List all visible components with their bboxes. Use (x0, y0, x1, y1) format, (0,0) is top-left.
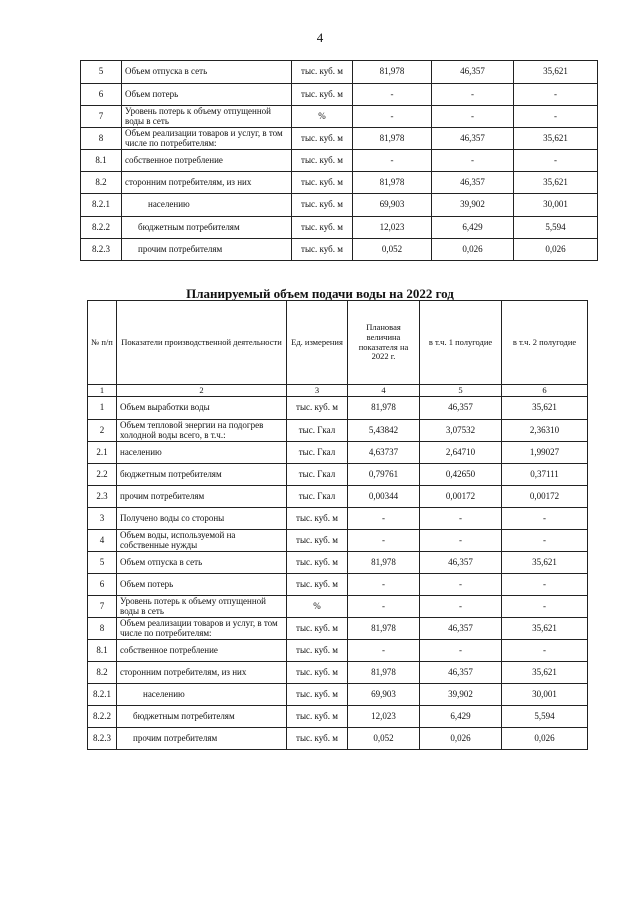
row-plan-total: - (348, 640, 420, 662)
row-half-2: 35,621 (514, 128, 598, 150)
row-half-2: - (514, 106, 598, 128)
row-number: 8.2.1 (88, 684, 117, 706)
row-half-1: 6,429 (420, 706, 502, 728)
row-number: 4 (88, 530, 117, 552)
row-plan-total: 0,052 (353, 239, 432, 261)
table-row (88, 420, 588, 442)
row-half-1: 0,42650 (420, 464, 502, 486)
row-plan-total: - (353, 150, 432, 172)
column-number-row (88, 385, 588, 397)
row-plan-total: 81,978 (348, 397, 420, 420)
row-unit: тыс. куб. м (287, 552, 348, 574)
table-row (81, 84, 598, 106)
row-half-2: 1,99027 (502, 442, 588, 464)
row-half-1: 2,64710 (420, 442, 502, 464)
row-number: 8 (81, 128, 122, 150)
row-half-1: - (420, 640, 502, 662)
row-indicator: Объем реализации товаров и услуг, в том числе по потребителям: (117, 618, 287, 640)
table-row (81, 61, 598, 84)
row-plan-total: 81,978 (353, 61, 432, 84)
row-indicator: Объем отпуска в сеть (122, 61, 292, 84)
row-unit: тыс. Гкал (287, 442, 348, 464)
row-half-1: 3,07532 (420, 420, 502, 442)
row-plan-total: 0,052 (348, 728, 420, 750)
row-indicator: прочим потребителям (122, 239, 292, 261)
row-half-1: - (432, 84, 514, 106)
row-half-2: 35,621 (514, 172, 598, 194)
table-row (81, 128, 598, 150)
table-title: Планируемый объем подачи воды на 2022 год (186, 286, 454, 301)
row-unit: тыс. куб. м (292, 61, 353, 84)
row-half-1: 46,357 (432, 128, 514, 150)
row-plan-total: 12,023 (348, 706, 420, 728)
row-half-2: 30,001 (514, 194, 598, 217)
table-row (81, 172, 598, 194)
row-half-2: 35,621 (502, 662, 588, 684)
row-plan-total: - (348, 530, 420, 552)
row-unit: тыс. куб. м (292, 84, 353, 106)
row-indicator: Объем тепловой энергии на подогрев холодной воды всего, в т.ч.: (117, 420, 287, 442)
row-half-1: - (420, 530, 502, 552)
table-row (88, 530, 588, 552)
column-number: 6 (502, 385, 588, 397)
row-unit: тыс. куб. м (292, 150, 353, 172)
table-row (81, 239, 598, 261)
row-half-2: 0,37111 (502, 464, 588, 486)
row-indicator: собственное потребление (122, 150, 292, 172)
row-indicator: Объем отпуска в сеть (117, 552, 287, 574)
row-half-2: 35,621 (514, 61, 598, 84)
row-unit: тыс. куб. м (287, 684, 348, 706)
row-half-2: - (502, 508, 588, 530)
row-plan-total: 81,978 (348, 618, 420, 640)
row-number: 6 (81, 84, 122, 106)
row-half-1: 6,429 (432, 217, 514, 239)
row-indicator: населению (117, 442, 287, 464)
table-row (88, 706, 588, 728)
row-indicator: прочим потребителям (117, 486, 287, 508)
row-plan-total: 69,903 (348, 684, 420, 706)
row-plan-total: 81,978 (348, 552, 420, 574)
row-plan-total: 81,978 (348, 662, 420, 684)
row-half-2: - (502, 574, 588, 596)
page-number: 4 (316, 30, 324, 45)
row-unit: тыс. Гкал (287, 464, 348, 486)
row-indicator: Уровень потерь к объему отпущенной воды в сеть (122, 106, 292, 128)
row-indicator: Получено воды со стороны (117, 508, 287, 530)
table-row (81, 106, 598, 128)
row-half-1: 0,00172 (420, 486, 502, 508)
column-number: 5 (420, 385, 502, 397)
column-number: 1 (88, 385, 117, 397)
row-plan-total: - (348, 574, 420, 596)
table-row (81, 150, 598, 172)
table-row (88, 552, 588, 574)
row-indicator: бюджетным потребителям (117, 464, 287, 486)
row-unit: тыс. куб. м (292, 128, 353, 150)
row-half-1: 0,026 (432, 239, 514, 261)
table-row (88, 618, 588, 640)
table-row (88, 508, 588, 530)
row-unit: тыс. куб. м (287, 530, 348, 552)
row-number: 8 (88, 618, 117, 640)
row-number: 6 (88, 574, 117, 596)
row-number: 7 (81, 106, 122, 128)
row-half-1: - (432, 150, 514, 172)
row-number: 7 (88, 596, 117, 618)
table-row (88, 596, 588, 618)
row-half-1: 46,357 (420, 552, 502, 574)
row-number: 8.2.3 (81, 239, 122, 261)
row-half-2: - (502, 640, 588, 662)
table-row (88, 486, 588, 508)
row-plan-total: - (348, 508, 420, 530)
row-half-1: - (420, 574, 502, 596)
row-half-2: - (514, 84, 598, 106)
row-half-1: - (420, 596, 502, 618)
row-indicator: Объем потерь (117, 574, 287, 596)
table-row (81, 194, 598, 217)
row-indicator: Объем воды, используемой на собственные нужды (117, 530, 287, 552)
row-half-1: 39,902 (432, 194, 514, 217)
row-number: 8.2 (81, 172, 122, 194)
row-number: 5 (81, 61, 122, 84)
row-unit: % (292, 106, 353, 128)
row-indicator: бюджетным потребителям (122, 217, 292, 239)
row-plan-total: 81,978 (353, 128, 432, 150)
row-half-2: 35,621 (502, 552, 588, 574)
row-number: 2.3 (88, 486, 117, 508)
header-row (88, 301, 588, 385)
row-half-1: 0,026 (420, 728, 502, 750)
row-unit: тыс. куб. м (292, 172, 353, 194)
row-number: 8.2.1 (81, 194, 122, 217)
row-half-1: 46,357 (420, 662, 502, 684)
row-unit: тыс. куб. м (287, 640, 348, 662)
row-plan-total: 0,00344 (348, 486, 420, 508)
row-unit: % (287, 596, 348, 618)
row-indicator: бюджетным потребителям (117, 706, 287, 728)
row-unit: тыс. куб. м (287, 508, 348, 530)
header-number: № п/п (88, 301, 117, 385)
table-row (88, 640, 588, 662)
header-indicator: Показатели производственной деятельности (117, 301, 287, 385)
row-unit: тыс. куб. м (292, 217, 353, 239)
row-half-1: 46,357 (420, 618, 502, 640)
row-unit: тыс. куб. м (292, 239, 353, 261)
row-number: 3 (88, 508, 117, 530)
row-number: 8.2.3 (88, 728, 117, 750)
table-row (88, 442, 588, 464)
row-half-2: - (514, 150, 598, 172)
row-number: 8.1 (88, 640, 117, 662)
row-unit: тыс. Гкал (287, 486, 348, 508)
row-number: 2.2 (88, 464, 117, 486)
header-plan-total: Плановая величина показателя на 2022 г. (348, 301, 420, 385)
row-plan-total: 5,43842 (348, 420, 420, 442)
row-half-2: 35,621 (502, 397, 588, 420)
row-indicator: населению (117, 684, 287, 706)
row-indicator: сторонним потребителям, из них (122, 172, 292, 194)
row-half-2: 5,594 (502, 706, 588, 728)
row-plan-total: 0,79761 (348, 464, 420, 486)
row-unit: тыс. куб. м (292, 194, 353, 217)
row-half-2: 5,594 (514, 217, 598, 239)
row-half-2: 0,026 (502, 728, 588, 750)
row-indicator: сторонним потребителям, из них (117, 662, 287, 684)
table-row (88, 397, 588, 420)
row-number: 8.2 (88, 662, 117, 684)
row-unit: тыс. куб. м (287, 662, 348, 684)
row-unit: тыс. куб. м (287, 618, 348, 640)
row-half-1: - (420, 508, 502, 530)
row-number: 2 (88, 420, 117, 442)
row-indicator: собственное потребление (117, 640, 287, 662)
row-number: 8.2.2 (88, 706, 117, 728)
table-row (88, 574, 588, 596)
top-table-body (81, 61, 598, 261)
row-unit: тыс. куб. м (287, 706, 348, 728)
row-indicator: Объем реализации товаров и услуг, в том числе по потребителям: (122, 128, 292, 150)
row-half-2: 0,00172 (502, 486, 588, 508)
row-half-2: 35,621 (502, 618, 588, 640)
row-half-1: 39,902 (420, 684, 502, 706)
row-number: 8.1 (81, 150, 122, 172)
row-unit: тыс. куб. м (287, 397, 348, 420)
row-indicator: Объем потерь (122, 84, 292, 106)
row-plan-total: 81,978 (353, 172, 432, 194)
row-indicator: Уровень потерь к объему отпущенной воды в сеть (117, 596, 287, 618)
row-plan-total: - (353, 84, 432, 106)
row-half-1: - (432, 106, 514, 128)
row-indicator: прочим потребителям (117, 728, 287, 750)
row-half-2: 0,026 (514, 239, 598, 261)
row-half-2: 30,001 (502, 684, 588, 706)
column-number: 2 (117, 385, 287, 397)
row-half-2: 2,36310 (502, 420, 588, 442)
row-half-2: - (502, 596, 588, 618)
table-row (88, 662, 588, 684)
header-unit: Ед. измерения (287, 301, 348, 385)
row-number: 5 (88, 552, 117, 574)
row-unit: тыс. Гкал (287, 420, 348, 442)
header-half-2: в т.ч. 2 полугодие (502, 301, 588, 385)
row-unit: тыс. куб. м (287, 574, 348, 596)
row-indicator: Объем выработки воды (117, 397, 287, 420)
row-number: 8.2.2 (81, 217, 122, 239)
header-half-1: в т.ч. 1 полугодие (420, 301, 502, 385)
table-row (88, 728, 588, 750)
top-table (80, 60, 598, 261)
row-indicator: населению (122, 194, 292, 217)
column-number: 3 (287, 385, 348, 397)
row-plan-total: - (353, 106, 432, 128)
bottom-table (87, 300, 588, 750)
bottom-table-body (88, 397, 588, 750)
column-number: 4 (348, 385, 420, 397)
table-row (81, 217, 598, 239)
row-half-1: 46,357 (420, 397, 502, 420)
bottom-table-head (88, 301, 588, 397)
row-plan-total: 12,023 (353, 217, 432, 239)
table-row (88, 464, 588, 486)
table-row (88, 684, 588, 706)
row-half-1: 46,357 (432, 61, 514, 84)
row-plan-total: 4,63737 (348, 442, 420, 464)
row-unit: тыс. куб. м (287, 728, 348, 750)
row-plan-total: - (348, 596, 420, 618)
row-plan-total: 69,903 (353, 194, 432, 217)
row-half-2: - (502, 530, 588, 552)
row-number: 1 (88, 397, 117, 420)
row-number: 2.1 (88, 442, 117, 464)
row-half-1: 46,357 (432, 172, 514, 194)
